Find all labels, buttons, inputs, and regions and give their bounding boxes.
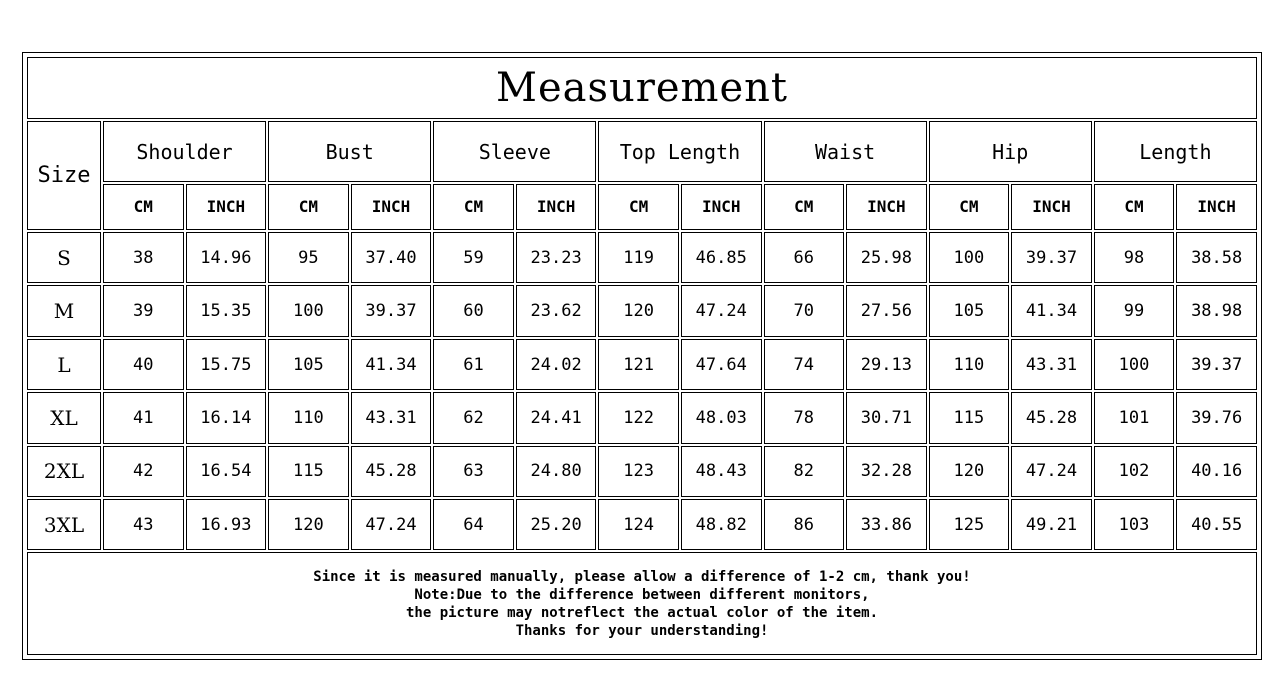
- table-cell: 48.43: [681, 446, 762, 497]
- table-cell: 64: [433, 499, 514, 550]
- measurement-header: Bust: [268, 121, 431, 181]
- measurement-header: Sleeve: [433, 121, 596, 181]
- unit-header-inch: INCH: [681, 184, 762, 230]
- table-row: [27, 499, 1257, 550]
- table-cell: 27.56: [846, 285, 927, 336]
- table-cell: 74: [764, 339, 845, 390]
- table-cell: 62: [433, 392, 514, 443]
- table-cell: 33.86: [846, 499, 927, 550]
- table-cell: 105: [929, 285, 1010, 336]
- unit-header-inch: INCH: [186, 184, 267, 230]
- unit-header-cm: CM: [764, 184, 845, 230]
- table-cell: 47.64: [681, 339, 762, 390]
- table-cell: 40.55: [1176, 499, 1257, 550]
- table-cell: 100: [1094, 339, 1175, 390]
- table-cell: 110: [268, 392, 349, 443]
- table-cell: 120: [268, 499, 349, 550]
- unit-header-cm: CM: [598, 184, 679, 230]
- table-cell: 110: [929, 339, 1010, 390]
- measurement-header: Waist: [764, 121, 927, 181]
- note-line: Since it is measured manually, please allow a difference of 1-2 cm, thank you!: [313, 568, 971, 585]
- unit-header-cm: CM: [103, 184, 184, 230]
- table-cell: 45.28: [351, 446, 432, 497]
- table-cell: 102: [1094, 446, 1175, 497]
- table-cell: 29.13: [846, 339, 927, 390]
- table-cell: 30.71: [846, 392, 927, 443]
- table-cell: 38.98: [1176, 285, 1257, 336]
- table-cell: 40.16: [1176, 446, 1257, 497]
- table-cell: 16.54: [186, 446, 267, 497]
- size-column-header: Size: [27, 121, 101, 230]
- table-cell: 63: [433, 446, 514, 497]
- table-cell: 43: [103, 499, 184, 550]
- table-cell: 49.21: [1011, 499, 1092, 550]
- table-cell: 15.75: [186, 339, 267, 390]
- table-cell: 70: [764, 285, 845, 336]
- table-cell: 24.02: [516, 339, 597, 390]
- table-cell: 46.85: [681, 232, 762, 283]
- table-cell: 99: [1094, 285, 1175, 336]
- table-cell: 41.34: [351, 339, 432, 390]
- table-cell: 120: [929, 446, 1010, 497]
- table-cell: 100: [268, 285, 349, 336]
- table-cell: 59: [433, 232, 514, 283]
- table-cell: 32.28: [846, 446, 927, 497]
- unit-header-inch: INCH: [516, 184, 597, 230]
- table-cell: 103: [1094, 499, 1175, 550]
- table-cell: 25.98: [846, 232, 927, 283]
- table-cell: 45.28: [1011, 392, 1092, 443]
- table-cell: 16.93: [186, 499, 267, 550]
- size-table: [25, 55, 1259, 657]
- table-row: [27, 285, 1257, 336]
- table-cell: 23.62: [516, 285, 597, 336]
- measurement-header: Hip: [929, 121, 1092, 181]
- size-label: M: [27, 285, 101, 336]
- table-cell: 43.31: [1011, 339, 1092, 390]
- table-cell: 61: [433, 339, 514, 390]
- table-cell: 95: [268, 232, 349, 283]
- table-cell: 98: [1094, 232, 1175, 283]
- unit-header-cm: CM: [1094, 184, 1175, 230]
- table-cell: 122: [598, 392, 679, 443]
- table-cell: 115: [268, 446, 349, 497]
- table-cell: 16.14: [186, 392, 267, 443]
- chart-title: Measurement: [27, 57, 1257, 119]
- table-cell: 42: [103, 446, 184, 497]
- table-cell: 39.76: [1176, 392, 1257, 443]
- table-row: [27, 392, 1257, 443]
- table-row: [27, 339, 1257, 390]
- table-cell: 43.31: [351, 392, 432, 443]
- size-label: XL: [27, 392, 101, 443]
- table-cell: 123: [598, 446, 679, 497]
- table-cell: 41: [103, 392, 184, 443]
- table-cell: 121: [598, 339, 679, 390]
- table-cell: 37.40: [351, 232, 432, 283]
- size-label: 2XL: [27, 446, 101, 497]
- table-cell: 38: [103, 232, 184, 283]
- table-cell: 24.80: [516, 446, 597, 497]
- measurement-header: Shoulder: [103, 121, 266, 181]
- table-row: [27, 446, 1257, 497]
- table-cell: 120: [598, 285, 679, 336]
- table-cell: 24.41: [516, 392, 597, 443]
- unit-header-inch: INCH: [846, 184, 927, 230]
- size-label: 3XL: [27, 499, 101, 550]
- table-cell: 60: [433, 285, 514, 336]
- table-cell: 25.20: [516, 499, 597, 550]
- unit-header-cm: CM: [929, 184, 1010, 230]
- table-cell: 39.37: [351, 285, 432, 336]
- table-cell: 124: [598, 499, 679, 550]
- table-cell: 78: [764, 392, 845, 443]
- table-cell: 100: [929, 232, 1010, 283]
- size-label: S: [27, 232, 101, 283]
- table-cell: 101: [1094, 392, 1175, 443]
- table-cell: 105: [268, 339, 349, 390]
- table-cell: 115: [929, 392, 1010, 443]
- table-cell: 15.35: [186, 285, 267, 336]
- table-cell: 40: [103, 339, 184, 390]
- unit-header-cm: CM: [433, 184, 514, 230]
- table-row: [27, 232, 1257, 283]
- size-label: L: [27, 339, 101, 390]
- table-cell: 39: [103, 285, 184, 336]
- table-cell: 125: [929, 499, 1010, 550]
- table-cell: 86: [764, 499, 845, 550]
- table-cell: 119: [598, 232, 679, 283]
- measurement-header: Top Length: [598, 121, 761, 181]
- note-line: the picture may notreflect the actual color of the item.: [405, 604, 878, 621]
- table-cell: 66: [764, 232, 845, 283]
- table-cell: 14.96: [186, 232, 267, 283]
- table-cell: 48.82: [681, 499, 762, 550]
- table-cell: 23.23: [516, 232, 597, 283]
- note-line: Thanks for your understanding!: [515, 622, 769, 639]
- notes-block: [27, 552, 1257, 655]
- table-cell: 82: [764, 446, 845, 497]
- table-cell: 48.03: [681, 392, 762, 443]
- table-cell: 47.24: [1011, 446, 1092, 497]
- note-line: Note:Due to the difference between different monitors,: [414, 586, 870, 603]
- table-cell: 47.24: [681, 285, 762, 336]
- table-cell: 41.34: [1011, 285, 1092, 336]
- unit-header-inch: INCH: [1011, 184, 1092, 230]
- table-cell: 39.37: [1011, 232, 1092, 283]
- table-cell: 39.37: [1176, 339, 1257, 390]
- unit-header-inch: INCH: [1176, 184, 1257, 230]
- size-chart: [22, 52, 1262, 660]
- measurement-header: Length: [1094, 121, 1257, 181]
- unit-header-cm: CM: [268, 184, 349, 230]
- unit-header-inch: INCH: [351, 184, 432, 230]
- table-cell: 38.58: [1176, 232, 1257, 283]
- table-cell: 47.24: [351, 499, 432, 550]
